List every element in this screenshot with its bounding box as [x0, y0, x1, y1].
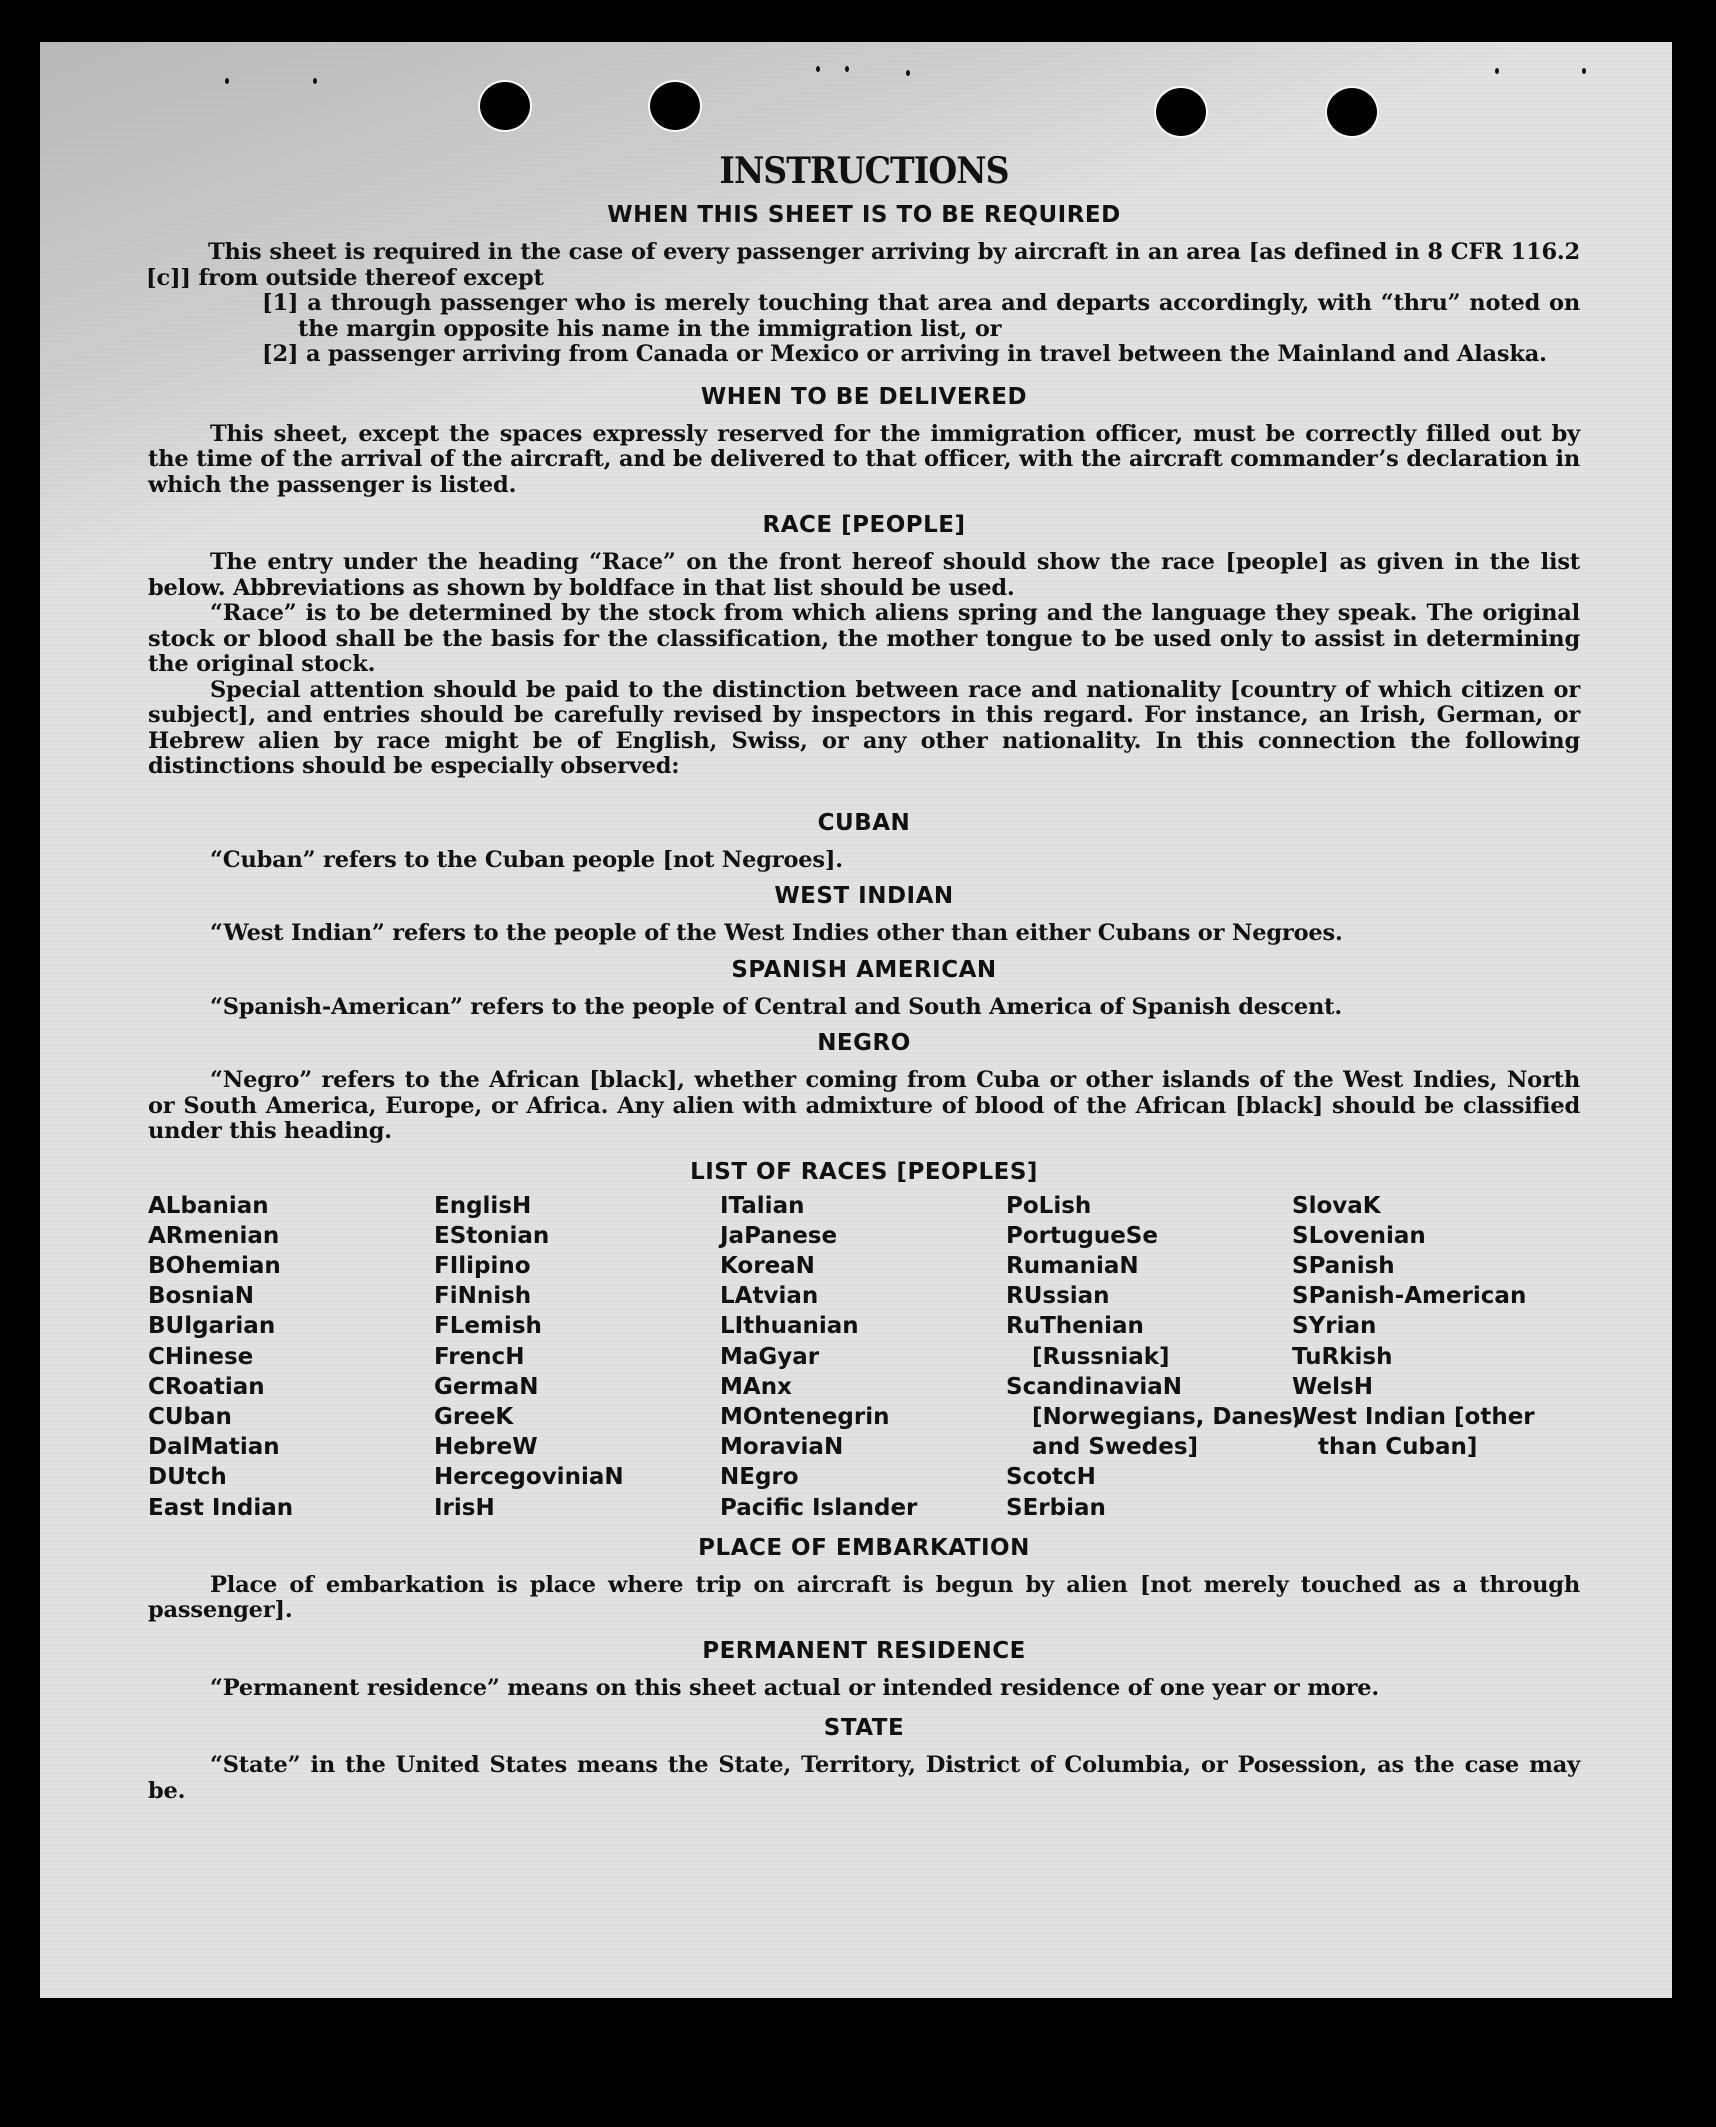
races-column-1 [148, 1191, 434, 1523]
race-item: NEgro [720, 1464, 799, 1491]
race-item: FLemish [434, 1313, 542, 1340]
embarkation-text: Place of embarkation is place where trip on aircraft is begun by alien [not merely touched as a through passenger]. [148, 1571, 1580, 1624]
race-item: HercegoviniaN [434, 1464, 624, 1491]
speck [1582, 68, 1586, 74]
race-item: DUtch [148, 1464, 227, 1491]
race-item: RUssian [1006, 1283, 1110, 1310]
race-item: FIlipino [434, 1252, 531, 1279]
heading-permanent-residence: PERMANENT RESIDENCE [702, 1637, 1026, 1664]
heading-when-delivered: WHEN TO BE DELIVERED [700, 383, 1028, 410]
race-item: SYrian [1292, 1313, 1377, 1340]
race-item: Pacific Islander [720, 1494, 918, 1521]
race-item: SlovaK [1292, 1192, 1381, 1219]
race-item: CRoatian [148, 1373, 265, 1400]
speck [906, 70, 910, 76]
heading-spanish-american: SPANISH AMERICAN [731, 956, 997, 983]
race-item: BUlgarian [148, 1313, 276, 1340]
race-item: WelsH [1292, 1373, 1373, 1400]
race-paragraph-2: “Race” is to be determined by the stock from which aliens spring and the language they speak. The original stock or blood shall be the basis for the classification, the mother tongue to be used only to assist in determining the original stock. [148, 600, 1580, 677]
heading-cuban: CUBAN [817, 809, 911, 836]
races-column-4 [1006, 1191, 1302, 1523]
race-item: PortugueSe [1006, 1222, 1158, 1249]
race-item: EStonian [434, 1222, 550, 1249]
race-item: TuRkish [1292, 1343, 1393, 1370]
race-item: CHinese [148, 1343, 254, 1370]
heading-race: RACE [PEOPLE] [762, 512, 966, 538]
speck [816, 66, 820, 72]
race-item: HebreW [434, 1434, 538, 1461]
race-item: MoraviaN [720, 1434, 844, 1461]
delivered-text: This sheet, except the spaces expressly reserved for the immigration officer, must be correctly filled out by the time of the arrival of the aircraft, and be delivered to that officer, with the aircraft commander’s declaration in which the passenger is listed. [148, 420, 1580, 498]
race-item: PoLish [1006, 1192, 1092, 1219]
race-item: KoreaN [720, 1252, 815, 1279]
speck [1495, 68, 1499, 74]
race-item: IrisH [434, 1494, 495, 1521]
race-item: GreeK [434, 1403, 514, 1430]
races-list [148, 1191, 1580, 1523]
race-item: JaPanese [720, 1222, 838, 1249]
race-item: RuThenian [Russniak] [1006, 1313, 1170, 1370]
cuban-text: “Cuban” refers to the Cuban people [not Negroes]. [210, 846, 843, 873]
race-item: BosniaN [148, 1283, 255, 1310]
negro-text: “Negro” refers to the African [black], whether coming from Cuba or other islands of the West Indies, North or South America, Europe, or Africa. Any alien with admixture of blood of the African [black] should be classified under this heading. [148, 1067, 1580, 1144]
document-title: INSTRUCTIONS [719, 150, 1009, 192]
instructions-content [148, 140, 1580, 1804]
races-column-2 [434, 1191, 720, 1523]
race-item: LIthuanian [720, 1313, 859, 1340]
race-item: FiNnish [434, 1283, 532, 1310]
heading-list-of-races: LIST OF RACES [PEOPLES] [690, 1158, 1038, 1185]
races-column-5 [1292, 1191, 1582, 1523]
race-item: East Indian [148, 1494, 294, 1521]
race-item: DalMatian [148, 1434, 280, 1461]
race-item: MOntenegrin [720, 1403, 890, 1430]
race-item: MAnx [720, 1373, 792, 1400]
race-item: ALbanian [148, 1192, 269, 1219]
race-item: ScandinaviaN [Norwegians, Danes, and Swedes] [1006, 1373, 1302, 1461]
punch-hole [650, 82, 700, 130]
heading-place-of-embarkation: PLACE OF EMBARKATION [698, 1534, 1030, 1561]
race-item: ScotcH [1006, 1464, 1096, 1491]
heading-negro: NEGRO [817, 1030, 911, 1056]
punch-hole [1156, 88, 1206, 136]
required-item-2: [2] a passenger arriving from Canada or Mexico or arriving in travel between the Mainland and Alaska. [262, 341, 1547, 367]
race-item: BOhemian [148, 1252, 281, 1279]
punch-hole [1327, 88, 1377, 136]
speck [845, 66, 849, 72]
race-item: ITalian [720, 1192, 805, 1219]
west-indian-text: “West Indian” refers to the people of the West Indies other than either Cubans or Negroes. [210, 920, 1343, 946]
required-item-1: [1] a through passenger who is merely touching that area and departs accordingly, with “thru” noted on the margin opposite his name in the immigration list, or [262, 290, 1580, 342]
race-item: RumaniaN [1006, 1252, 1139, 1279]
race-paragraph-3: Special attention should be paid to the distinction between race and nationality [country of which citizen or subject], and entries should be carefully revised by inspectors in this regard. For instance, an Irish, German, or Hebrew alien by race might be of English, Swiss, or any other nationality. In this connection the following distinctions should be especially observed: [148, 676, 1580, 779]
residence-text: “Permanent residence” means on this sheet actual or intended residence of one year or more. [210, 1674, 1380, 1701]
race-item: LAtvian [720, 1283, 819, 1310]
race-item: SPanish [1292, 1252, 1395, 1279]
race-item: SPanish-American [1292, 1283, 1527, 1310]
race-item: SLovenian [1292, 1222, 1426, 1249]
state-text: “State” in the United States means the State, Territory, District of Columbia, or Posession, as the case may be. [148, 1752, 1580, 1804]
spanish-american-text: “Spanish-American” refers to the people of Central and South America of Spanish descent. [210, 993, 1342, 1020]
heading-west-indian: WEST INDIAN [774, 883, 954, 909]
race-item: CUban [148, 1403, 232, 1430]
race-paragraph-1: The entry under the heading “Race” on the front hereof should show the race [people] as given in the list below. Abbreviations as shown by boldface in that list should be used. [148, 549, 1580, 601]
races-column-3 [720, 1191, 1006, 1523]
race-item: SErbian [1006, 1494, 1106, 1521]
heading-state: STATE [823, 1715, 905, 1742]
race-item: West Indian [other than Cuban] [1292, 1403, 1535, 1461]
race-item: FrencH [434, 1343, 525, 1370]
required-intro: This sheet is required in the case of every passenger arriving by aircraft in an area [as defined in 8 CFR 116.2 [c]] from outside thereof except [146, 239, 1580, 291]
race-item: MaGyar [720, 1343, 820, 1370]
speck [313, 78, 317, 84]
heading-when-required: WHEN THIS SHEET IS TO BE REQUIRED [607, 202, 1121, 228]
race-item: EnglisH [434, 1192, 532, 1219]
race-item: ARmenian [148, 1222, 280, 1249]
race-item: GermaN [434, 1373, 539, 1400]
punch-hole [480, 82, 530, 130]
speck [225, 78, 229, 84]
